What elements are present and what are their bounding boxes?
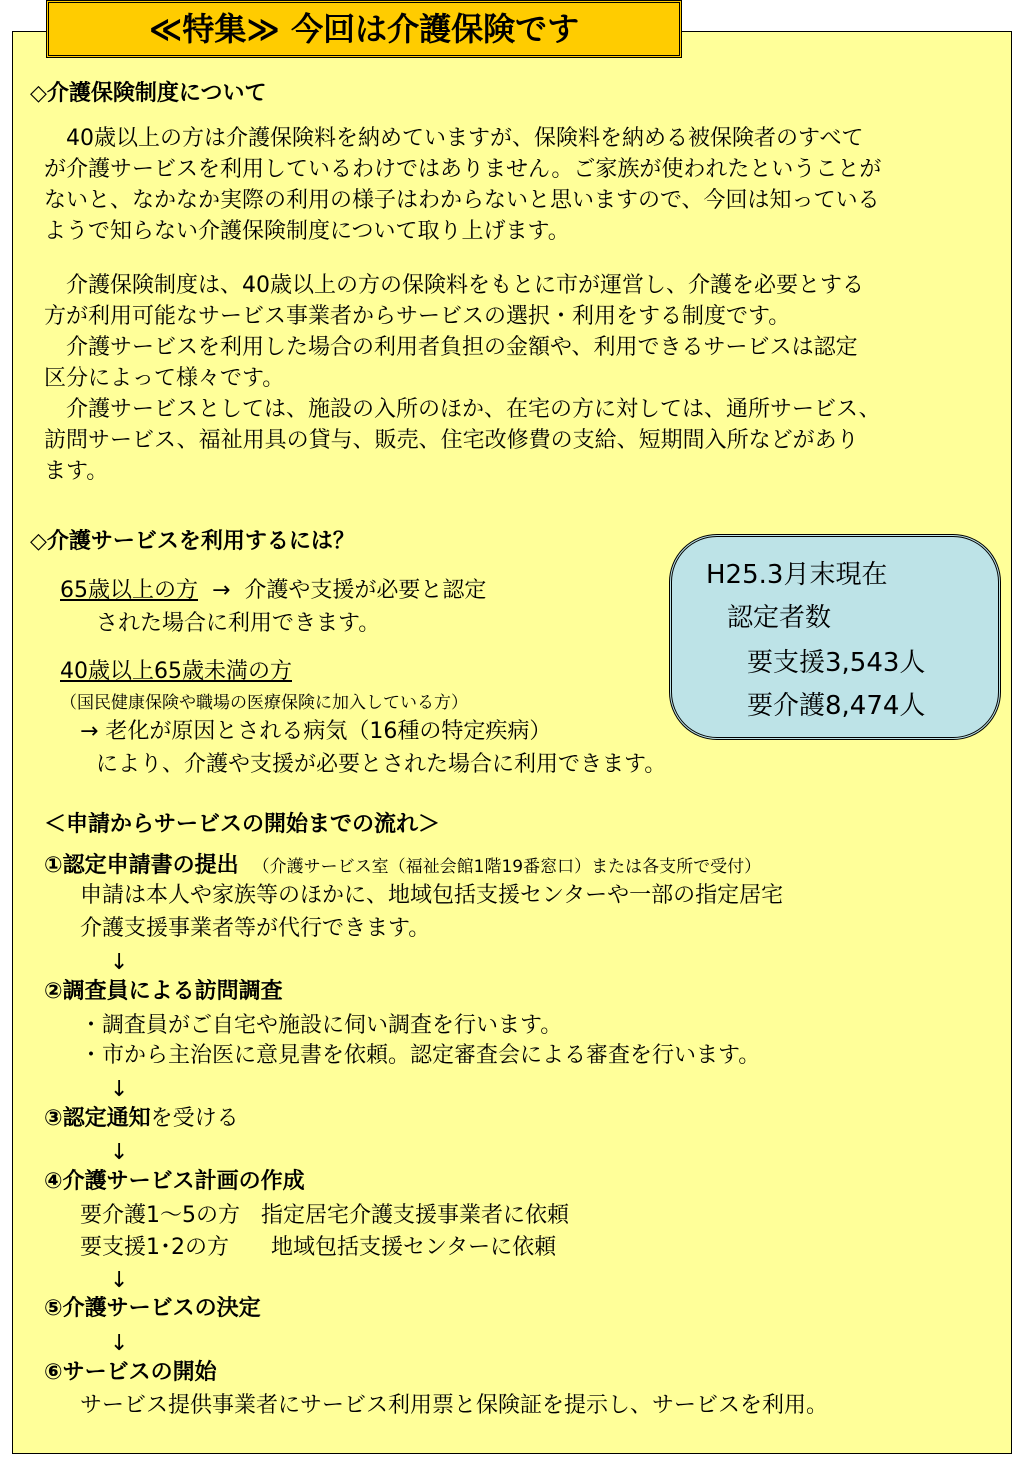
age65-line2: された場合に利用できます。 [96, 611, 381, 636]
step2-line: ・調査員がご自宅や施設に伺い調査を行います。 [80, 1013, 563, 1038]
certified-count-box [669, 534, 1001, 740]
step2-title: ②調査員による訪問調査 [44, 979, 283, 1004]
step1-line: 介護支援事業者等が代行できます。 [80, 916, 431, 941]
step1-note: （介護サービス室（福祉会館1階19番窓口）または各支所で受付） [252, 857, 762, 877]
step4-line: 要支援1･2の方 地域包括支援センターに依頼 [80, 1235, 557, 1260]
para2-line: 訪問サービス、福祉用具の貸与、販売、住宅改修費の支給、短期間入所などがあり [44, 428, 859, 453]
step4-title: ④介護サービス計画の作成 [44, 1169, 305, 1194]
age65-label: 65歳以上の方 [60, 578, 198, 603]
flow-arrow: ↓ [110, 1077, 129, 1102]
age40-label: 40歳以上65歳未満の方 [60, 659, 292, 684]
step1-line: 申請は本人や家族等のほかに、地域包括支援センターや一部の指定居宅 [80, 883, 784, 908]
step1-title: ①認定申請書の提出 [44, 853, 239, 878]
flow-heading: ＜申請からサービスの開始までの流れ＞ [44, 812, 441, 837]
flow-arrow: ↓ [110, 1268, 129, 1293]
para1-line: 40歳以上の方は介護保険料を納めていますが、保険料を納める被保険者のすべて [44, 126, 864, 151]
step3-title-bold: ③認定通知 [44, 1106, 151, 1131]
para2-line: ます。 [44, 459, 109, 484]
section-heading-system: ◇介護保険制度について [30, 81, 267, 106]
step6-line: サービス提供事業者にサービス利用票と保険証を提示し、サービスを利用。 [80, 1393, 829, 1418]
para2-line: 区分によって様々です。 [44, 366, 285, 391]
section-heading-usage: ◇介護サービスを利用するには？ [30, 529, 355, 554]
para1-line: ないと、なかなか実際の利用の様子はわからないと思いますので、今回は知っている [44, 188, 880, 213]
step2-line: ・市から主治医に意見書を依頼。認定審査会による審査を行います。 [80, 1043, 761, 1068]
step4-line: 要介護1～5の方 指定居宅介護支援事業者に依頼 [80, 1203, 569, 1228]
age65-line [60, 576, 486, 606]
flow-step-3 [44, 1104, 239, 1134]
age40-note: （国民健康保険や職場の医療保険に加入している方） [60, 693, 468, 713]
flow-arrow: ↓ [110, 1140, 129, 1165]
para2-line: 介護サービスとしては、施設の入所のほか、在宅の方に対しては、通所サービス、 [44, 397, 881, 422]
para1-line: ようで知らない介護保険制度について取り上げます。 [44, 219, 570, 244]
step3-title-rest: を受ける [150, 1106, 239, 1131]
para2-line: 方が利用可能なサービス事業者からサービスの選択・利用をする制度です。 [44, 304, 791, 329]
para2-line: 介護保険制度は、40歳以上の方の保険料をもとに市が運営し、介護を必要とする [44, 273, 864, 298]
stat-care: 要介護8,474人 [747, 691, 926, 721]
step5-title: ⑤介護サービスの決定 [44, 1296, 261, 1321]
age65-arrow-text: → 介護や支援が必要と認定 [198, 578, 487, 603]
flow-arrow: ↓ [110, 950, 129, 975]
age40-line1: → 老化が原因とされる病気（16種の特定疾病） [80, 719, 552, 744]
flow-arrow: ↓ [110, 1331, 129, 1356]
stat-label: 認定者数 [727, 603, 832, 633]
page-title: ≪特集≫ 今回は介護保険です [46, 0, 682, 58]
para1-line: が介護サービスを利用しているわけではありません。ご家族が使われたということが [44, 157, 882, 182]
stat-date: H25.3月末現在 [706, 560, 888, 590]
step6-title: ⑥サービスの開始 [44, 1360, 217, 1385]
stat-support: 要支援3,543人 [747, 648, 926, 678]
flow-step-1 [44, 851, 761, 882]
age40-line2: により、介護や支援が必要とされた場合に利用できます。 [96, 752, 667, 777]
para2-line: 介護サービスを利用した場合の利用者負担の金額や、利用できるサービスは認定 [44, 335, 858, 360]
